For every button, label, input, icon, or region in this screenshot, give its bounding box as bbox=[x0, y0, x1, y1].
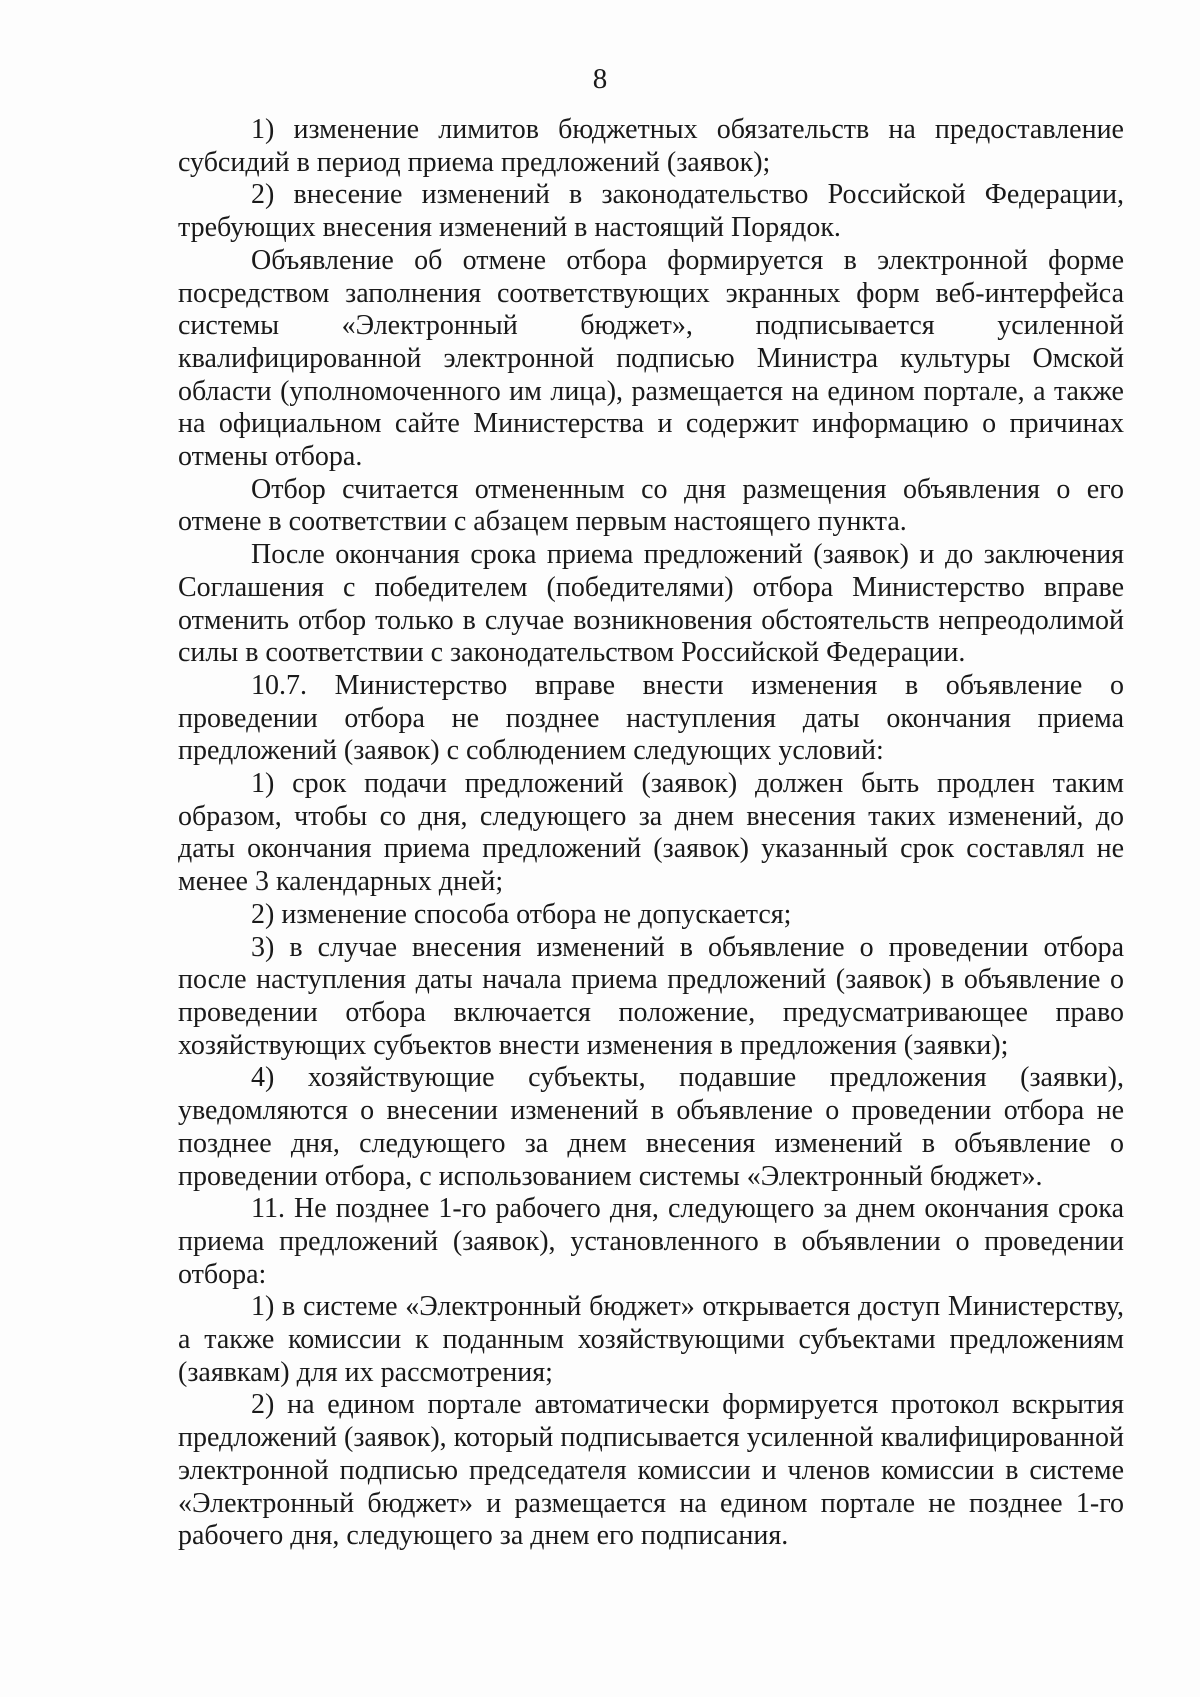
paragraph-item-2-legislation: 2) внесение изменений в законодательство Российской Федерации, требующих внесения изменений в настоящий Порядок. bbox=[178, 179, 1124, 244]
paragraph-11-item-1: 1) в системе «Электронный бюджет» открывается доступ Министерству, а также комиссии к поданным хозяйствующими субъектами предложениям (заявкам) для их рассмотрения; bbox=[178, 1291, 1124, 1388]
paragraph-item-1-limits: 1) изменение лимитов бюджетных обязательств на предоставление субсидий в период приема предложений (заявок); bbox=[178, 114, 1124, 178]
page-number: 8 bbox=[592, 63, 608, 95]
paragraph-10-7-item-3: 3) в случае внесения изменений в объявление о проведении отбора после наступления даты начала приема предложений (заявок) в объявление о проведении отбора включается положение, предусматривающее право хозяйствующих субъектов внести изменения в предложения (заявки); bbox=[178, 931, 1124, 1061]
paragraph-cancel-effective: Отбор считается отмененным со дня размещения объявления о его отмене в соответствии с абзацем первым настоящего пункта. bbox=[178, 473, 1124, 538]
paragraph-cancel-announcement: Объявление об отмене отбора формируется в электронной форме посредством заполнения соответствующих экранных форм веб-интерфейса системы «Электронный бюджет», подписывается усиленной квалифицированной электронной подписью Министра культуры Омской области (уполномоченного им лица), размещается на едином портале, а также на официальном сайте Министерства и содержит информацию о причинах отмены отбора. bbox=[178, 244, 1124, 473]
paragraph-10-7-item-4: 4) хозяйствующие субъекты, подавшие предложения (заявки), уведомляются о внесении изменений в объявление о проведении отбора не позднее дня, следующего за днем внесения изменений в объявление о проведении отбора, с использованием системы «Электронный бюджет». bbox=[178, 1062, 1124, 1192]
paragraph-force-majeure: После окончания срока приема предложений (заявок) и до заключения Соглашения с победителем (победителями) отбора Министерство вправе отменить отбор только в случае возникновения обстоятельств непреодолимой силы в соответствии с законодательством Российской Федерации. bbox=[178, 539, 1124, 669]
document-body bbox=[178, 114, 1124, 1553]
paragraph-10-7-item-1: 1) срок подачи предложений (заявок) должен быть продлен таким образом, чтобы со дня, следующего за днем внесения таких изменений, до даты окончания приема предложений (заявок) указанный срок составлял не менее 3 календарных дней; bbox=[178, 768, 1124, 898]
paragraph-10-7: 10.7. Министерство вправе внести изменения в объявление о проведении отбора не позднее наступления даты окончания приема предложений (заявок) с соблюдением следующих условий: bbox=[178, 669, 1124, 767]
paragraph-11: 11. Не позднее 1-го рабочего дня, следующего за днем окончания срока приема предложений (заявок), установленного в объявлении о проведении отбора: bbox=[178, 1193, 1124, 1290]
paragraph-10-7-item-2: 2) изменение способа отбора не допускается; bbox=[251, 898, 792, 930]
paragraph-11-item-2: 2) на едином портале автоматически формируется протокол вскрытия предложений (заявок), который подписывается усиленной квалифицированной электронной подписью председателя комиссии и членов комиссии в системе «Электронный бюджет» и размещается на едином портале не позднее 1-го рабочего дня, следующего за днем его подписания. bbox=[178, 1389, 1124, 1552]
